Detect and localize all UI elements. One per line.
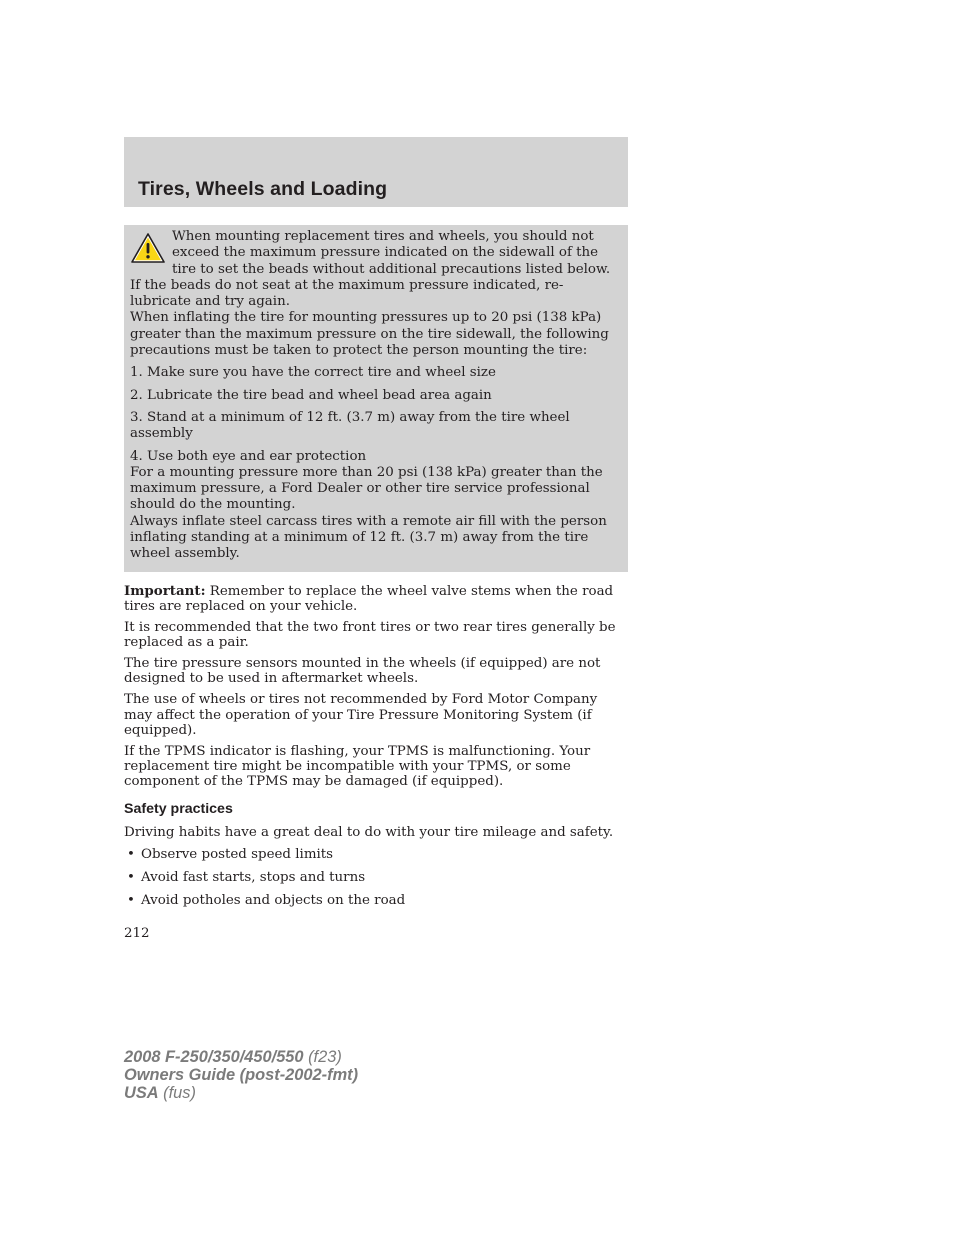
list-item-text: Avoid potholes and objects on the road bbox=[141, 892, 406, 908]
important-label: Important: bbox=[124, 583, 206, 599]
footer-line-region: USA (fus) bbox=[124, 1084, 196, 1103]
footer-line-guide: Owners Guide (post-2002-fmt) bbox=[124, 1066, 359, 1085]
footer-line-model: 2008 F-250/350/450/550 (f23) bbox=[124, 1048, 342, 1066]
important-paragraph bbox=[124, 584, 624, 615]
body-text bbox=[124, 584, 624, 908]
warning-intro: When mounting replacement tires and wheels, you should not exceed the maximum pressure indicated on the sidewall of the tire to set the beads without additional precautions listed below. If the beads do not seat at the maximum pressure indicated, re-lubricate and try again. bbox=[130, 229, 611, 310]
warning-inflate-note: When inflating the tire for mounting pressures up to 20 psi (138 kPa) greater than the maximum pressure on the tire sidewall, the following precautions must be taken to protect the person mounting the tire: bbox=[130, 310, 609, 359]
safety-bullet-list bbox=[124, 847, 624, 908]
warning-box bbox=[124, 225, 628, 572]
document-footer bbox=[124, 1048, 358, 1103]
bullet-icon: • bbox=[127, 870, 135, 886]
warning-dealer-note: For a mounting pressure more than 20 psi (138 kPa) greater than the maximum pressure, a Ford Dealer or other tire service professional should do the mounting. bbox=[130, 464, 603, 513]
section-title: Tires, Wheels and Loading bbox=[138, 178, 388, 200]
warning-step: 3. Stand at a minimum of 12 ft. (3.7 m) away from the tire wheel assembly bbox=[130, 409, 570, 442]
list-item-text: Avoid fast starts, stops and turns bbox=[141, 870, 366, 886]
warning-step: 2. Lubricate the tire bead and wheel bead area again bbox=[130, 387, 492, 403]
body-paragraph: The use of wheels or tires not recommended by Ford Motor Company may affect the operation of your Tire Pressure Monitoring System (if equipped). bbox=[124, 692, 598, 738]
warning-triangle-icon bbox=[130, 232, 166, 264]
page-number: 212 bbox=[124, 926, 150, 941]
bullet-icon: • bbox=[127, 892, 135, 908]
body-paragraph: If the TPMS indicator is flashing, your TPMS is malfunctioning. Your replacement tire might be incompatible with your TPMS, or some component of the TPMS may be damaged (if equipped). bbox=[124, 743, 591, 790]
warning-steel-note: Always inflate steel carcass tires with a remote air fill with the person inflating standing at a minimum of 12 ft. (3.7 m) away from the tire wheel assembly. bbox=[130, 513, 607, 562]
list-item bbox=[124, 893, 624, 908]
list-item-text: Observe posted speed limits bbox=[141, 847, 334, 863]
bullet-icon: • bbox=[127, 847, 135, 863]
warning-step: 1. Make sure you have the correct tire and wheel size bbox=[130, 365, 496, 381]
safety-intro: Driving habits have a great deal to do with your tire mileage and safety. bbox=[124, 824, 614, 840]
list-item bbox=[124, 847, 624, 862]
important-text: Remember to replace the wheel valve stems when the road tires are replaced on your vehicle. bbox=[124, 584, 614, 615]
body-paragraph: The tire pressure sensors mounted in the wheels (if equipped) are not designed to be used in aftermarket wheels. bbox=[124, 656, 601, 687]
list-item bbox=[124, 870, 624, 885]
warning-step: 4. Use both eye and ear protection bbox=[130, 448, 367, 464]
section-header-band bbox=[124, 137, 628, 207]
body-paragraph: It is recommended that the two front tires or two rear tires generally be replaced as a pair. bbox=[124, 620, 616, 651]
subheading-safety-practices: Safety practices bbox=[124, 800, 233, 817]
